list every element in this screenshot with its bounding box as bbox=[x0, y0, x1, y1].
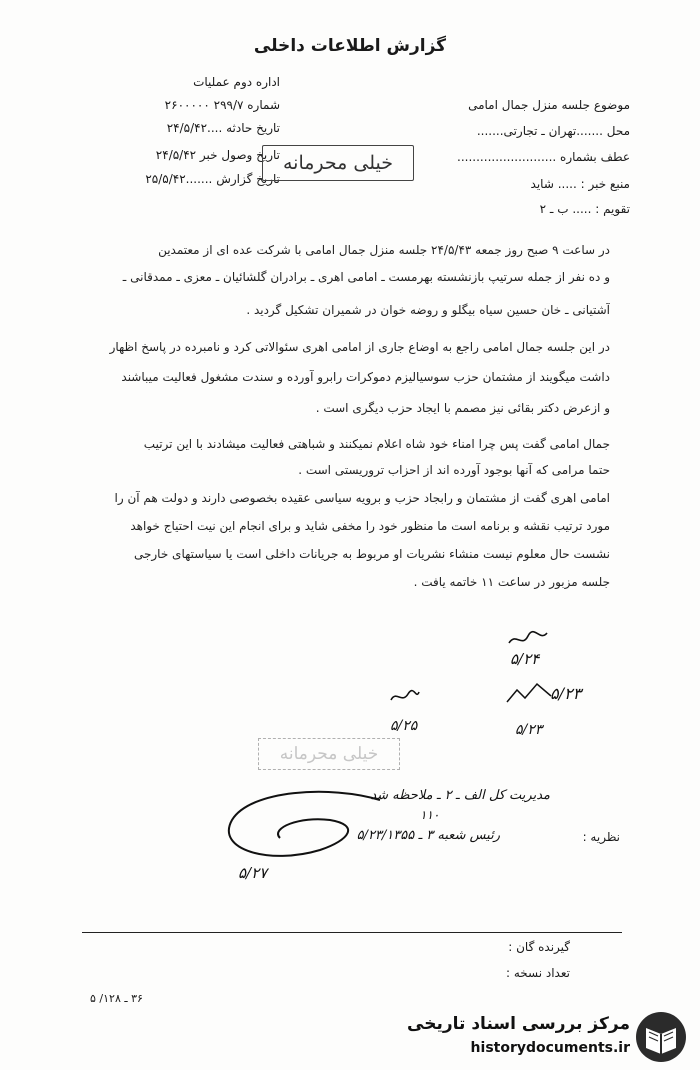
handwritten-note-2: ۱۱۰ bbox=[420, 808, 440, 822]
initials-date-2: ۵/۲۵ bbox=[390, 718, 418, 734]
received-date-field: تاریخ وصول خبر ۲۴/۵/۴۲ bbox=[155, 148, 280, 162]
classification-stamp: خیلی محرمانه bbox=[262, 145, 414, 181]
signature-icon bbox=[210, 780, 390, 880]
body-line: داشت میگویند از مشتمان حزب سوسیالیزم دموکرات رابرو آورده و سندت مشغول فعالیت میباشند bbox=[121, 370, 610, 384]
book-logo-icon bbox=[634, 1010, 688, 1064]
margin-scribble-icon bbox=[505, 680, 555, 708]
incident-date-field: تاریخ حادثه ....۲۴/۵/۴۲ bbox=[166, 121, 280, 135]
body-line: و ده نفر از جمله سرتیپ بازنشسته بهرمست ـ امامی اهری ـ برادران گلشائیان ـ معزی ـ ممدقانی ـ bbox=[122, 270, 610, 284]
document-title: گزارش اطلاعات داخلی bbox=[253, 36, 447, 56]
margin-note-2: ۵/۲۳ bbox=[515, 722, 543, 738]
margin-note-1: ۵/۲۳ bbox=[550, 684, 582, 703]
number-field: شماره ۲۹۹/۷ ۲۶۰۰۰۰۰ bbox=[164, 98, 280, 112]
body-line: حتما مرامی که آنها بوجود آورده اند از احزاب تروریستی است . bbox=[298, 463, 610, 477]
body-line: و ازعرض دکتر بقائی نیز مصمم با ایجاد حزب دیگری است . bbox=[315, 401, 610, 415]
remarks-label: نظریه : bbox=[582, 830, 620, 844]
body-line: آشتیانی ـ خان حسین سیاه بیگلو و روضه خوان در شمیران تشکیل گردید . bbox=[246, 303, 610, 317]
handwritten-note-1: مدیریت کل الف ـ ۲ ـ ملاحظه شد bbox=[370, 788, 550, 803]
subject-field: موضوع جلسه منزل جمال امامی bbox=[468, 98, 630, 112]
location-field: محل .......تهران ـ تجارتی....... bbox=[476, 124, 630, 138]
dept-field: اداره دوم عملیات bbox=[193, 75, 280, 89]
initials-scribble-2-icon bbox=[388, 688, 422, 706]
body-line: امامی اهری گفت از مشتمان و رابجاد حزب و برویه سیاسی عقیده بخصوصی دارند و دولت هم آن را bbox=[114, 491, 610, 505]
document-code: ۳۶ ـ ۱۲۸/ ۵ bbox=[90, 992, 143, 1005]
handwritten-note-3: رئیس شعبه ۳ ـ ۵/۲۳/۱۳۵۵ bbox=[356, 828, 500, 843]
body-line: جمال امامی گفت پس چرا امناء خود شاه اعلام نمیکنند و شباهتی فعالیت میشادند با این ترتیب bbox=[143, 437, 610, 451]
org-url: historydocuments.ir bbox=[470, 1040, 630, 1056]
body-line: نشست حال معلوم نیست منشاء نشریات او مربوط به جریانات داخلی است یا سیاستهای خارجی bbox=[133, 547, 610, 561]
report-date-field: تاریخ گزارش .......۲۵/۵/۴۲ bbox=[145, 172, 280, 186]
faded-stamp: خیلی محرمانه bbox=[258, 738, 400, 770]
signature-date: ۵/۲۷ bbox=[238, 864, 268, 882]
evaluation-field: تقویم : ..... ب ـ ۲ bbox=[539, 202, 630, 216]
org-name: مرکز بررسی اسناد تاریخی bbox=[407, 1014, 630, 1034]
initials-date-1: ۵/۲۴ bbox=[510, 650, 540, 668]
reference-field: عطف بشماره .......................... bbox=[457, 150, 630, 164]
initials-scribble-icon bbox=[506, 628, 550, 650]
body-line: در ساعت ۹ صبح روز جمعه ۲۴/۵/۴۳ جلسه منزل جمال امامی با شرکت عده ای از معتمدین bbox=[158, 243, 610, 257]
source-field: منبع خبر : ..... شاید bbox=[530, 177, 630, 191]
body-line: جلسه مزبور در ساعت ۱۱ خاتمه یافت . bbox=[413, 575, 610, 589]
body-line: در این جلسه جمال امامی راجع به اوضاع جاری از امامی اهری سئوالاتی کرد و نامبرده در پاسخ اظهار bbox=[109, 340, 610, 354]
body-line: مورد ترتیب نقشه و برنامه است ما منظور خود را مخفی شاید و برای انجام این نیت احتیاج خواهد bbox=[130, 519, 610, 533]
footer-divider bbox=[82, 932, 622, 933]
copies-label: تعداد نسخه : bbox=[505, 966, 570, 980]
recipients-label: گیرنده گان : bbox=[508, 940, 570, 954]
